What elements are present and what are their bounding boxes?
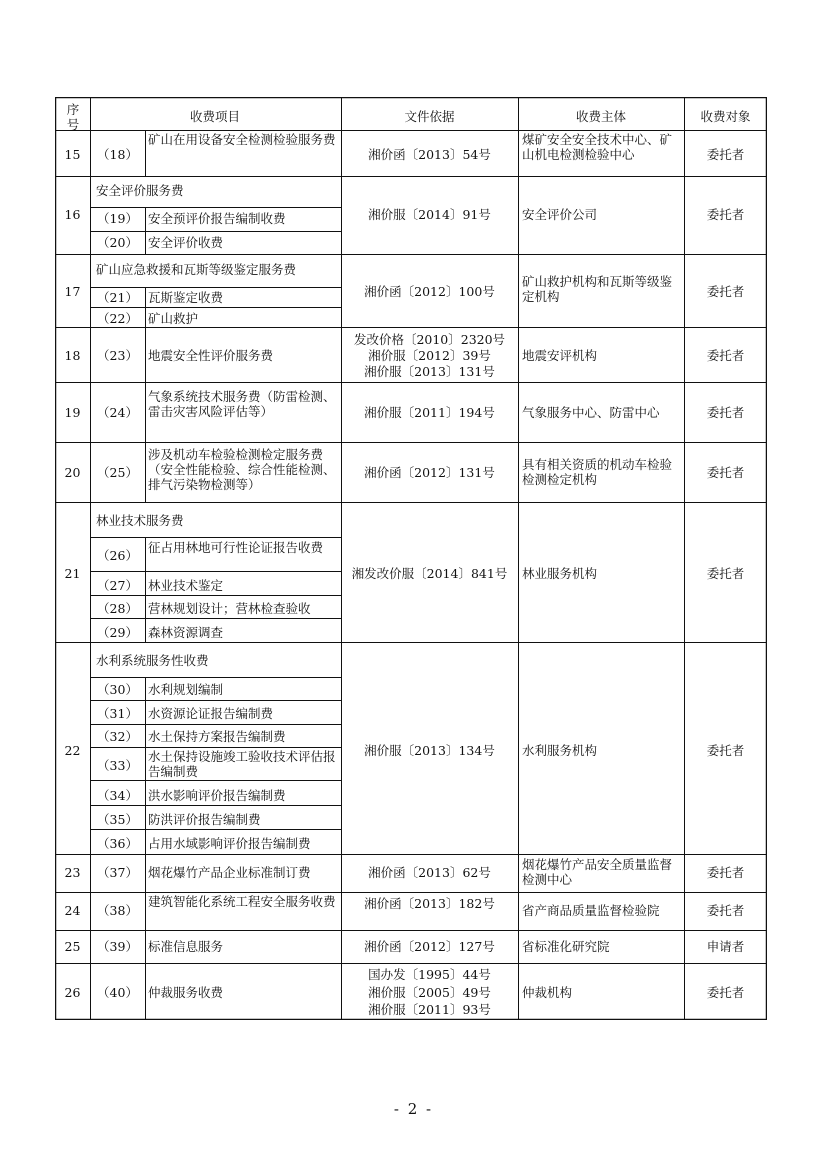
item-number: （40） xyxy=(97,985,138,1000)
basis-line: 湘价服〔2012〕39号 xyxy=(368,348,491,363)
item-name: 征占用林地可行性论证报告收费 xyxy=(148,540,324,555)
item-number: （26） xyxy=(97,548,138,563)
row-seq: 26 xyxy=(64,985,81,1000)
item-name: 安全预评价报告编制收费 xyxy=(148,211,286,226)
header-subject: 收费主体 xyxy=(575,109,626,124)
row-seq: 25 xyxy=(64,939,81,954)
item-name: 水利规划编制 xyxy=(148,682,224,697)
basis-line: 湘价函〔2012〕127号 xyxy=(364,939,495,954)
item-name: 标准信息服务 xyxy=(148,939,224,954)
row-seq: 17 xyxy=(64,284,81,299)
item-number: （23） xyxy=(97,348,138,363)
item-name: 林业技术鉴定 xyxy=(148,578,224,593)
row-seq: 19 xyxy=(64,405,81,420)
basis-line: 湘价函〔2012〕131号 xyxy=(364,465,495,480)
header-item: 收费项目 xyxy=(189,109,240,124)
item-name: 地震安全性评价服务费 xyxy=(148,348,274,363)
basis-line: 湘价函〔2013〕182号 xyxy=(364,896,495,911)
item-name: 涉及机动车检验检测检定服务费（安全性能检验、综合性能检测、排气污染物检测等） xyxy=(148,447,336,492)
header-target: 收费对象 xyxy=(700,109,751,124)
fee-table xyxy=(55,97,767,1020)
item-name: 防洪评价报告编制费 xyxy=(148,812,261,827)
row-seq: 24 xyxy=(64,903,81,918)
fee-subject: 安全评价公司 xyxy=(522,207,598,222)
item-number: （21） xyxy=(97,290,138,305)
item-number: （25） xyxy=(97,465,138,480)
fee-subject: 矿山救护机构和瓦斯等级鉴定机构 xyxy=(522,274,673,304)
item-name: 洪水影响评价报告编制费 xyxy=(148,788,286,803)
basis-line: 湘价服〔2014〕91号 xyxy=(368,207,491,222)
item-number: （34） xyxy=(97,788,138,803)
fee-subject: 气象服务中心、防雷中心 xyxy=(522,405,660,420)
fee-subject: 仲裁机构 xyxy=(522,985,573,1000)
item-name: 安全评价收费 xyxy=(148,235,224,250)
fee-target: 委托者 xyxy=(706,743,745,758)
basis-line: 湘价服〔2011〕194号 xyxy=(364,405,495,420)
row-seq: 20 xyxy=(64,465,81,480)
basis-line: 湘价服〔2013〕131号 xyxy=(364,364,495,379)
basis-line: 湘发改价服〔2014〕841号 xyxy=(351,566,508,581)
item-number: （24） xyxy=(97,405,138,420)
fee-subject: 林业服务机构 xyxy=(522,566,598,581)
fee-target: 委托者 xyxy=(706,207,745,222)
basis-line: 发改价格〔2010〕2320号 xyxy=(353,332,506,347)
item-number: （29） xyxy=(97,625,138,640)
group-name: 水利系统服务性收费 xyxy=(96,653,209,668)
page-number: - 2 - xyxy=(393,1100,434,1118)
header-seq: 序号 xyxy=(66,102,80,132)
basis-line: 国办发〔1995〕44号 xyxy=(368,967,491,982)
item-number: （27） xyxy=(97,578,138,593)
group-name: 林业技术服务费 xyxy=(96,513,184,528)
fee-subject: 煤矿安全安全技术中心、矿山机电检测检验中心 xyxy=(522,132,673,162)
item-number: （28） xyxy=(97,601,138,616)
row-seq: 21 xyxy=(64,566,81,581)
fee-target: 委托者 xyxy=(706,405,745,420)
group-name: 矿山应急救援和瓦斯等级鉴定服务费 xyxy=(96,262,297,277)
header-basis: 文件依据 xyxy=(404,109,455,124)
fee-target: 申请者 xyxy=(706,939,745,954)
item-number: （38） xyxy=(97,903,138,918)
fee-subject: 具有相关资质的机动车检验检测检定机构 xyxy=(522,457,673,487)
item-name: 森林资源调查 xyxy=(148,625,224,640)
item-number: （18） xyxy=(97,147,138,162)
item-name: 仲裁服务收费 xyxy=(148,985,224,1000)
fee-subject: 地震安评机构 xyxy=(522,348,598,363)
fee-target: 委托者 xyxy=(706,903,745,918)
fee-target: 委托者 xyxy=(706,284,745,299)
item-number: （36） xyxy=(97,836,138,851)
item-name: 矿山在用设备安全检测检验服务费 xyxy=(148,132,336,147)
group-name: 安全评价服务费 xyxy=(96,183,184,198)
item-name: 气象系统技术服务费（防雷检测、雷击灾害风险评估等） xyxy=(148,389,336,419)
item-name: 建筑智能化系统工程安全服务收费 xyxy=(148,894,336,909)
fee-target: 委托者 xyxy=(706,865,745,880)
item-number: （33） xyxy=(97,758,138,773)
fee-subject: 省标准化研究院 xyxy=(522,939,610,954)
fee-target: 委托者 xyxy=(706,147,745,162)
item-number: （20） xyxy=(97,235,138,250)
basis-line: 湘价服〔2011〕93号 xyxy=(368,1002,491,1017)
item-name: 水土保持设施竣工验收技术评估报告编制费 xyxy=(148,749,336,779)
row-seq: 16 xyxy=(64,207,81,222)
fee-subject: 水利服务机构 xyxy=(522,743,598,758)
fee-subject: 省产商品质量监督检验院 xyxy=(522,903,660,918)
fee-subject: 烟花爆竹产品安全质量监督检测中心 xyxy=(522,857,673,887)
item-number: （30） xyxy=(97,682,138,697)
item-number: （37） xyxy=(97,865,138,880)
item-name: 营林规划设计；营林检查验收 xyxy=(148,601,311,616)
row-seq: 18 xyxy=(64,348,81,363)
basis-line: 湘价函〔2013〕54号 xyxy=(368,147,491,162)
row-seq: 15 xyxy=(64,147,81,162)
item-name: 水土保持方案报告编制费 xyxy=(148,729,286,744)
item-name: 水资源论证报告编制费 xyxy=(148,706,274,721)
basis-line: 湘价函〔2013〕62号 xyxy=(368,865,491,880)
item-number: （39） xyxy=(97,939,138,954)
item-name: 占用水域影响评价报告编制费 xyxy=(148,836,311,851)
basis-line: 湘价服〔2013〕134号 xyxy=(364,743,495,758)
item-name: 瓦斯鉴定收费 xyxy=(148,290,224,305)
row-seq: 23 xyxy=(64,865,81,880)
item-number: （35） xyxy=(97,812,138,827)
item-number: （32） xyxy=(97,729,138,744)
item-number: （19） xyxy=(97,211,138,226)
item-number: （22） xyxy=(97,311,138,326)
basis-line: 湘价函〔2012〕100号 xyxy=(364,284,495,299)
fee-target: 委托者 xyxy=(706,348,745,363)
item-name: 矿山救护 xyxy=(148,311,199,326)
fee-target: 委托者 xyxy=(706,465,745,480)
item-name: 烟花爆竹产品企业标准制订费 xyxy=(148,865,311,880)
item-number: （31） xyxy=(97,706,138,721)
fee-target: 委托者 xyxy=(706,566,745,581)
row-seq: 22 xyxy=(64,743,81,758)
basis-line: 湘价服〔2005〕49号 xyxy=(368,985,491,1000)
fee-target: 委托者 xyxy=(706,985,745,1000)
